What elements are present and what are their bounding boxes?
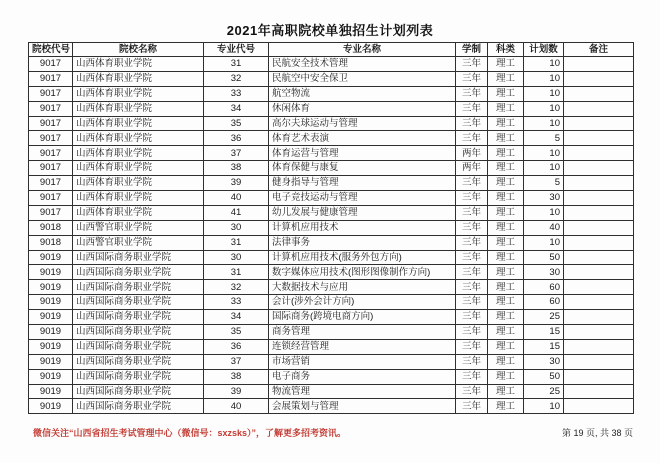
cell: 三年 xyxy=(456,101,488,116)
cell: 山西体育职业学院 xyxy=(73,101,204,116)
table-row xyxy=(29,86,634,101)
cell: 9019 xyxy=(29,265,73,280)
cell: 两年 xyxy=(456,146,488,161)
page-title: 2021年高职院校单独招生计划列表 xyxy=(226,23,434,38)
cell: 理工 xyxy=(488,339,524,354)
cell: 9017 xyxy=(29,146,73,161)
cell: 山西警官职业学院 xyxy=(73,235,204,250)
cell xyxy=(564,295,634,310)
cell: 山西国际商务职业学院 xyxy=(73,310,204,325)
cell: 9019 xyxy=(29,310,73,325)
cell: 9017 xyxy=(29,86,73,101)
column-header: 备注 xyxy=(564,43,634,57)
table-row xyxy=(29,101,634,116)
cell: 山西国际商务职业学院 xyxy=(73,280,204,295)
cell xyxy=(564,280,634,295)
table-row xyxy=(29,161,634,176)
column-header: 院校代号 xyxy=(29,43,73,57)
cell: 35 xyxy=(204,325,269,340)
cell: 体育运营与管理 xyxy=(269,146,456,161)
cell xyxy=(564,57,634,72)
cell: 山西警官职业学院 xyxy=(73,220,204,235)
cell: 山西体育职业学院 xyxy=(73,161,204,176)
cell: 9019 xyxy=(29,399,73,414)
cell: 34 xyxy=(204,101,269,116)
cell: 三年 xyxy=(456,310,488,325)
table-row xyxy=(29,220,634,235)
cell: 9018 xyxy=(29,235,73,250)
cell: 10 xyxy=(524,399,564,414)
cell: 山西体育职业学院 xyxy=(73,71,204,86)
cell: 33 xyxy=(204,86,269,101)
cell xyxy=(564,116,634,131)
cell xyxy=(564,161,634,176)
cell xyxy=(564,101,634,116)
cell: 国际商务(跨境电商方向) xyxy=(269,310,456,325)
column-header: 专业代号 xyxy=(204,43,269,57)
cell: 9017 xyxy=(29,71,73,86)
cell: 60 xyxy=(524,280,564,295)
cell: 三年 xyxy=(456,325,488,340)
cell: 山西国际商务职业学院 xyxy=(73,250,204,265)
cell: 三年 xyxy=(456,205,488,220)
cell xyxy=(564,265,634,280)
cell xyxy=(564,310,634,325)
table-row xyxy=(29,176,634,191)
cell: 9019 xyxy=(29,280,73,295)
cell: 30 xyxy=(524,191,564,206)
cell: 理工 xyxy=(488,250,524,265)
cell: 10 xyxy=(524,161,564,176)
cell: 理工 xyxy=(488,354,524,369)
cell: 理工 xyxy=(488,101,524,116)
cell: 三年 xyxy=(456,235,488,250)
cell: 理工 xyxy=(488,295,524,310)
cell: 32 xyxy=(204,71,269,86)
cell: 三年 xyxy=(456,295,488,310)
cell: 10 xyxy=(524,116,564,131)
wechat-notice: 微信关注“山西省招生考试管理中心（微信号：sxzsks）”，了解更多招考资讯。 xyxy=(33,428,347,438)
column-header: 专业名称 xyxy=(269,43,456,57)
cell: 理工 xyxy=(488,235,524,250)
table-row xyxy=(29,71,634,86)
table-row xyxy=(29,265,634,280)
cell: 三年 xyxy=(456,57,488,72)
cell: 三年 xyxy=(456,220,488,235)
cell: 山西国际商务职业学院 xyxy=(73,384,204,399)
cell: 50 xyxy=(524,250,564,265)
table-row xyxy=(29,369,634,384)
cell: 37 xyxy=(204,146,269,161)
cell xyxy=(564,384,634,399)
cell: 9019 xyxy=(29,384,73,399)
cell: 山西体育职业学院 xyxy=(73,116,204,131)
cell xyxy=(564,339,634,354)
cell: 会计(涉外会计方向) xyxy=(269,295,456,310)
column-header: 科类 xyxy=(488,43,524,57)
column-header: 院校名称 xyxy=(73,43,204,57)
cell: 山西国际商务职业学院 xyxy=(73,265,204,280)
cell: 9019 xyxy=(29,325,73,340)
cell: 60 xyxy=(524,295,564,310)
cell: 山西国际商务职业学院 xyxy=(73,369,204,384)
cell: 10 xyxy=(524,71,564,86)
cell: 航空物流 xyxy=(269,86,456,101)
cell: 数字媒体应用技术(图形图像制作方向) xyxy=(269,265,456,280)
cell: 山西体育职业学院 xyxy=(73,205,204,220)
cell: 电子商务 xyxy=(269,369,456,384)
cell: 商务管理 xyxy=(269,325,456,340)
cell: 三年 xyxy=(456,280,488,295)
table-row xyxy=(29,205,634,220)
cell: 9019 xyxy=(29,354,73,369)
cell: 34 xyxy=(204,310,269,325)
cell: 25 xyxy=(524,384,564,399)
cell: 三年 xyxy=(456,265,488,280)
cell: 理工 xyxy=(488,71,524,86)
cell: 三年 xyxy=(456,191,488,206)
cell: 30 xyxy=(204,220,269,235)
cell: 山西国际商务职业学院 xyxy=(73,295,204,310)
cell: 理工 xyxy=(488,57,524,72)
cell: 9017 xyxy=(29,116,73,131)
cell: 理工 xyxy=(488,161,524,176)
cell: 30 xyxy=(524,354,564,369)
cell xyxy=(564,131,634,146)
cell: 大数据技术与应用 xyxy=(269,280,456,295)
cell: 民航安全技术管理 xyxy=(269,57,456,72)
cell: 三年 xyxy=(456,354,488,369)
cell: 31 xyxy=(204,57,269,72)
cell: 三年 xyxy=(456,339,488,354)
cell: 理工 xyxy=(488,205,524,220)
cell: 三年 xyxy=(456,71,488,86)
table-row xyxy=(29,280,634,295)
cell: 9017 xyxy=(29,131,73,146)
header-row xyxy=(29,43,634,57)
cell: 三年 xyxy=(456,369,488,384)
cell: 理工 xyxy=(488,369,524,384)
cell: 31 xyxy=(204,235,269,250)
cell: 37 xyxy=(204,354,269,369)
cell: 物流管理 xyxy=(269,384,456,399)
cell: 市场营销 xyxy=(269,354,456,369)
cell xyxy=(564,176,634,191)
cell xyxy=(564,354,634,369)
cell: 体育保健与康复 xyxy=(269,161,456,176)
cell: 休闲体育 xyxy=(269,101,456,116)
table-row xyxy=(29,399,634,414)
table-row xyxy=(29,325,634,340)
cell: 36 xyxy=(204,131,269,146)
table-row xyxy=(29,235,634,250)
cell: 30 xyxy=(204,250,269,265)
cell: 39 xyxy=(204,384,269,399)
cell: 两年 xyxy=(456,161,488,176)
cell: 35 xyxy=(204,116,269,131)
table-row xyxy=(29,57,634,72)
table-row xyxy=(29,310,634,325)
cell: 理工 xyxy=(488,146,524,161)
page-number: 第 19 页, 共 38 页 xyxy=(561,428,633,438)
cell xyxy=(564,71,634,86)
cell: 三年 xyxy=(456,399,488,414)
cell xyxy=(564,146,634,161)
cell: 三年 xyxy=(456,176,488,191)
cell: 40 xyxy=(204,191,269,206)
cell: 15 xyxy=(524,325,564,340)
cell: 32 xyxy=(204,280,269,295)
cell: 9019 xyxy=(29,339,73,354)
cell: 30 xyxy=(524,265,564,280)
table-row xyxy=(29,295,634,310)
cell: 幼儿发展与健康管理 xyxy=(269,205,456,220)
cell: 理工 xyxy=(488,325,524,340)
cell: 31 xyxy=(204,265,269,280)
cell: 连锁经营管理 xyxy=(269,339,456,354)
cell: 5 xyxy=(524,131,564,146)
cell: 山西体育职业学院 xyxy=(73,191,204,206)
cell: 38 xyxy=(204,161,269,176)
cell: 9019 xyxy=(29,295,73,310)
table-row xyxy=(29,339,634,354)
cell: 9017 xyxy=(29,176,73,191)
cell: 体育艺术表演 xyxy=(269,131,456,146)
cell: 计算机应用技术(服务外包方向) xyxy=(269,250,456,265)
cell: 5 xyxy=(524,176,564,191)
cell: 40 xyxy=(524,220,564,235)
cell: 理工 xyxy=(488,191,524,206)
cell xyxy=(564,235,634,250)
table-row xyxy=(29,116,634,131)
cell xyxy=(564,220,634,235)
cell: 山西体育职业学院 xyxy=(73,57,204,72)
cell: 9019 xyxy=(29,369,73,384)
cell xyxy=(564,86,634,101)
cell xyxy=(564,191,634,206)
cell: 理工 xyxy=(488,116,524,131)
cell: 15 xyxy=(524,339,564,354)
cell xyxy=(564,399,634,414)
cell: 理工 xyxy=(488,384,524,399)
cell: 9017 xyxy=(29,57,73,72)
cell: 三年 xyxy=(456,116,488,131)
cell: 山西国际商务职业学院 xyxy=(73,325,204,340)
cell: 理工 xyxy=(488,86,524,101)
cell: 山西体育职业学院 xyxy=(73,131,204,146)
cell: 10 xyxy=(524,86,564,101)
cell: 健身指导与管理 xyxy=(269,176,456,191)
cell: 三年 xyxy=(456,384,488,399)
cell: 38 xyxy=(204,369,269,384)
cell: 理工 xyxy=(488,399,524,414)
cell: 计算机应用技术 xyxy=(269,220,456,235)
cell: 三年 xyxy=(456,250,488,265)
cell: 9017 xyxy=(29,161,73,176)
cell: 高尔夫球运动与管理 xyxy=(269,116,456,131)
cell: 41 xyxy=(204,205,269,220)
cell: 9019 xyxy=(29,250,73,265)
table-row xyxy=(29,191,634,206)
column-header: 计划数 xyxy=(524,43,564,57)
cell: 理工 xyxy=(488,220,524,235)
cell: 10 xyxy=(524,101,564,116)
enrollment-plan-table xyxy=(28,42,634,414)
cell: 三年 xyxy=(456,131,488,146)
cell: 10 xyxy=(524,235,564,250)
cell: 山西体育职业学院 xyxy=(73,86,204,101)
cell: 山西国际商务职业学院 xyxy=(73,354,204,369)
cell: 理工 xyxy=(488,280,524,295)
cell xyxy=(564,325,634,340)
table-row xyxy=(29,354,634,369)
cell: 民航空中安全保卫 xyxy=(269,71,456,86)
cell: 50 xyxy=(524,369,564,384)
cell: 山西国际商务职业学院 xyxy=(73,339,204,354)
table-body xyxy=(29,57,634,414)
cell: 会展策划与管理 xyxy=(269,399,456,414)
cell: 39 xyxy=(204,176,269,191)
cell: 10 xyxy=(524,57,564,72)
cell: 33 xyxy=(204,295,269,310)
cell: 40 xyxy=(204,399,269,414)
cell: 山西体育职业学院 xyxy=(73,146,204,161)
cell: 10 xyxy=(524,205,564,220)
cell: 36 xyxy=(204,339,269,354)
cell: 9017 xyxy=(29,101,73,116)
cell: 理工 xyxy=(488,310,524,325)
cell xyxy=(564,250,634,265)
cell: 25 xyxy=(524,310,564,325)
table-row xyxy=(29,384,634,399)
table-row xyxy=(29,131,634,146)
cell xyxy=(564,205,634,220)
cell: 电子竞技运动与管理 xyxy=(269,191,456,206)
cell: 山西体育职业学院 xyxy=(73,176,204,191)
cell: 理工 xyxy=(488,176,524,191)
cell: 9018 xyxy=(29,220,73,235)
cell xyxy=(564,369,634,384)
cell: 理工 xyxy=(488,265,524,280)
table-row xyxy=(29,250,634,265)
cell: 9017 xyxy=(29,191,73,206)
cell: 法律事务 xyxy=(269,235,456,250)
cell: 9017 xyxy=(29,205,73,220)
cell: 三年 xyxy=(456,86,488,101)
cell: 理工 xyxy=(488,131,524,146)
cell: 10 xyxy=(524,146,564,161)
cell: 山西国际商务职业学院 xyxy=(73,399,204,414)
table-row xyxy=(29,146,634,161)
column-header: 学制 xyxy=(456,43,488,57)
